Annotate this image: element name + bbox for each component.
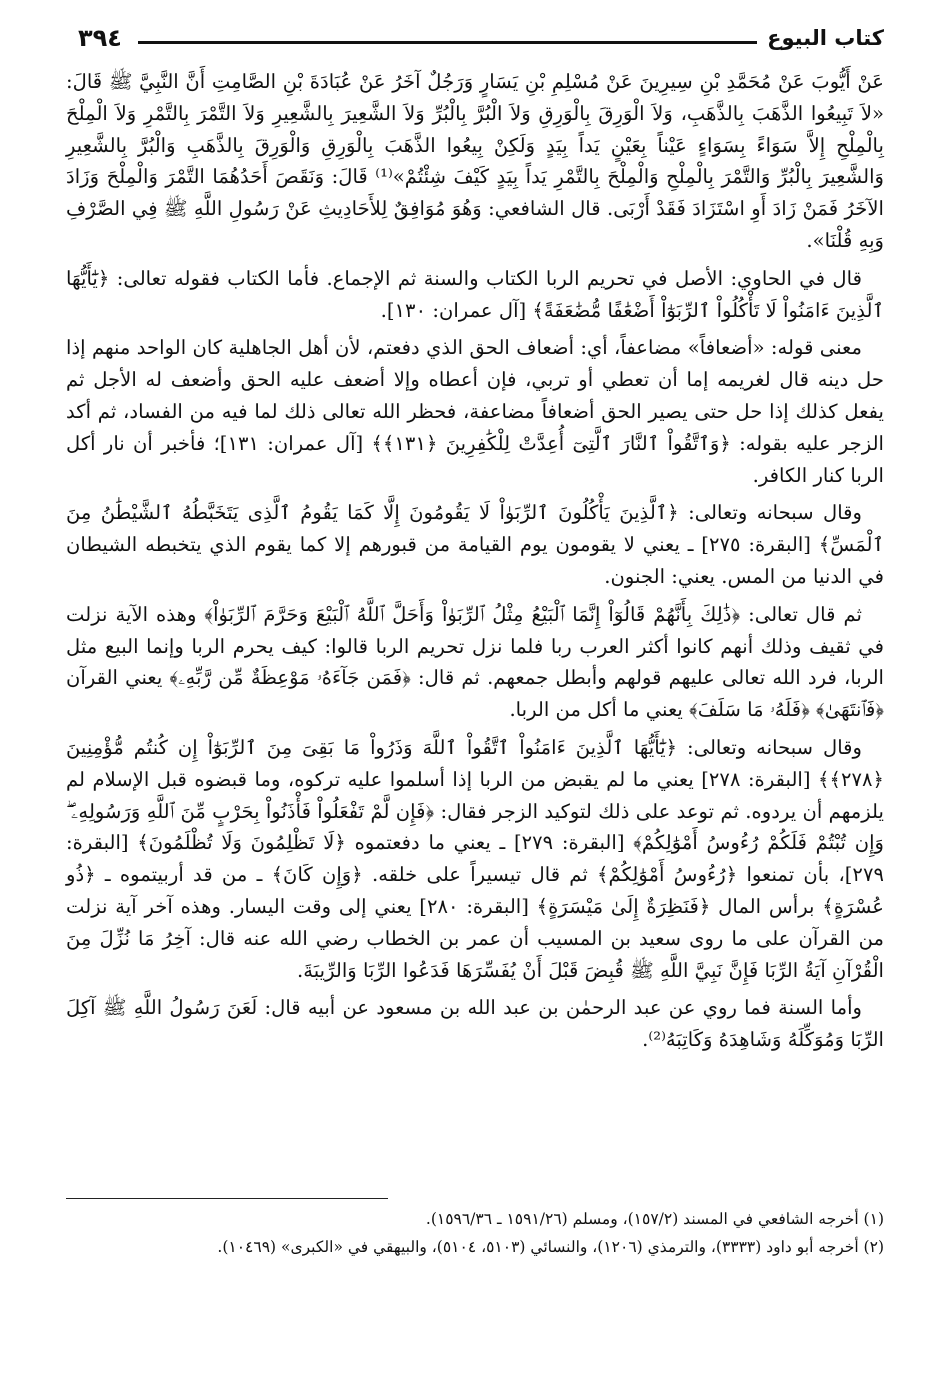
footnote-item: (٢) أخرجه أبو داود (٣٣٣٣)، والترمذي (١٢٠٦)، والنسائي (٥١٠٣، ٥١٠٤)، والبيهقي في «الكبرى» (١٠٤٦٩). [217,1238,884,1256]
paragraph-meaning: معنى قوله: «أضعافاً» مضاعفاً، أي: أضعاف الحق الذي دفعتم، لأن أهل الجاهلية كان الواحد منهم إذا حل دينه قال لغريمه إما أن تعطي أو تربي، فإن أعطاه وإلا أضعف عليه الحق وأضعف له الأجل ثم يفعل كذلك إذا حل حتى يصير الحق أضعافاً مضاعفة، فحظر الله تعالى ذلك لما فيه من الفساد، ثم أكد الزجر عليه بقوله: ﴿وَٱتَّقُواْ ٱلنَّارَ ٱلَّتِىٓ أُعِدَّتْ لِلْكَٰفِرِينَ ﴿١٣١﴾﴾ [آل عمران: ١٣١]؛ فأخبر أن نار أكل الربا كنار الكافر. [66,336,884,487]
footnote-separator [66,1198,388,1199]
book-page [66,18,884,1062]
page-header [66,18,884,58]
paragraph-hadith: عَنْ أَيُّوبَ عَنْ مُحَمَّدِ بْنِ سِيرِينَ عَنْ مُسْلِمِ بْنِ يَسَارٍ وَرَجُلٌ آخَرُ عَنْ عُبَادَةَ بْنِ الصَّامِتِ أَنَّ النَّبِيَّ ﷺ قَالَ: «لاَ تَبِيعُوا الذَّهَبَ بِالذَّهَبِ، وَلاَ الْوَرِقَ بِالْوَرِقِ وَلاَ الْبُرَّ بِالْبُرِّ وَلاَ الشَّعِيرَ بِالشَّعِيرِ وَلاَ التَّمْرَ بِالتَّمْرِ وَلاَ الْمِلْحَ بِالْمِلْحِ إِلاَّ سَوَاءً بِسَوَاءٍ عَيْناً بِعَيْنٍ يَداً بِيَدٍ وَلَكِنْ بِيعُوا الذَّهَبَ بِالْوَرِقِ وَالْوَرِقَ بِالذَّهَبِ وَالْبُرَّ بِالشَّعِيرِ وَالشَّعِيرَ بِالْبُرِّ وَالتَّمْرَ بِالْمِلْحِ وَالْمِلْحَ بِالتَّمْرِ يَداً بِيَدٍ كَيْفَ شِئْتُمْ»⁽¹⁾ قَالَ: وَنَقَصَ أَحَدُهُمَا التَّمْرَ وَالْمِلْحَ وَزَادَ الآخَرُ فَمَنْ زَادَ أَوِ اسْتَزَادَ فَقَدْ أَرْبَى. قال الشافعي: وَهُوَ مُوَافِقٌ لِلأَحَادِيثِ عَنْ رَسُولِ اللَّهِ ﷺ فِي الصَّرْفِ وَبِهِ قُلْنَا». [66,70,884,252]
footnote-item: (١) أخرجه الشافعي في المسند (١٥٧/٢)، ومسلم (١٥٩١/٢٦ ـ ١٥٩٦/٣٦). [425,1210,884,1228]
paragraph-baqarah-278: وقال سبحانه وتعالى: ﴿يَٰٓأَيُّهَا ٱلَّذِينَ ءَامَنُواْ ٱتَّقُواْ ٱللَّهَ وَذَرُواْ مَا بَقِىَ مِنَ ٱلرِّبَوٰٓاْ إِن كُنتُم مُّؤْمِنِينَ ﴿٢٧٨﴾﴾ [البقرة: ٢٧٨] يعني ما لم يقبض من الربا إذا أسلموا عليه تركوه، وما قبضوه قبل الإسلام لم يلزمهم أن يردوه. ثم توعد على ذلك لتوكيد الزجر فقال: ﴿فَإِن لَّمْ تَفْعَلُواْ فَأْذَنُواْ بِحَرْبٍ مِّنَ ٱللَّهِ وَرَسُولِهِۦ ۖ وَإِن تُبْتُمْ فَلَكُمْ رُءُوسُ أَمْوَٰلِكُمْ﴾ [البقرة: ٢٧٩] ـ يعني ما دفعتموه ﴿لَا تَظْلِمُونَ وَلَا تُظْلَمُونَ﴾ [البقرة: ٢٧٩]، بأن تمنعوا ﴿رُءُوسُ أَمْوَٰلِكُمْ﴾ ثم قال تيسيراً على خلقه. ﴿وَإِن كَانَ﴾ ـ من قد أربيتموه ـ ﴿ذُو عُسْرَةٍ﴾ برأس المال ﴿فَنَظِرَةٌ إِلَىٰ مَيْسَرَةٍ﴾ [البقرة: ٢٨٠] يعني إلى وقت اليسار. وهذه آخر آية نزلت من القرآن على ما روى سعيد بن المسيب أن عمر بن الخطاب رضي الله عنه قال: آخِرُ مَا نُزِّلَ مِنَ الْقُرْآنِ آيَةُ الرِّبَا فَإِنَّ نَبِيَّ اللَّهِ ﷺ قُبِضَ قَبْلَ أَنْ يُفَسِّرَهَا فَدَعُوا الرِّبَا وَالرِّيبَةَ. [66,735,884,982]
footnotes [66,1206,884,1262]
header-rule [138,41,757,44]
paragraph-hawi: قال في الحاوي: الأصل في تحريم الربا الكتاب والسنة ثم الإجماع. فأما الكتاب فقوله تعالى: ﴿يَٰٓأَيُّهَا ٱلَّذِينَ ءَامَنُواْ لَا تَأْكُلُواْ ٱلرِّبَوٰٓاْ أَضْعَٰفًا مُّضَٰعَفَةً﴾ [آل عمران: ١٣٠]. [66,266,884,322]
paragraph-thaqif: ثم قال تعالى: ﴿ذَٰلِكَ بِأَنَّهُمْ قَالُوٓاْ إِنَّمَا ٱلْبَيْعُ مِثْلُ ٱلرِّبَوٰاْ وَأَحَلَّ ٱللَّهُ ٱلْبَيْعَ وَحَرَّمَ ٱلرِّبَوٰاْ﴾ وهذه الآية نزلت في ثقيف وذلك أنهم كانوا أكثر العرب ربا فلما نزل تحريم الربا قالوا: كيف يحرم الربا وإنما البيع مثل الربا، فرد الله تعالى عليهم قولهم وأبطل جمعهم. ثم قال: ﴿فَمَن جَآءَهُۥ مَوْعِظَةٌ مِّن رَّبِّهِۦ﴾ يعني القرآن ﴿فَٱنتَهَىٰ﴾ ﴿فَلَهُۥ مَا سَلَفَ﴾ يعني ما أكل من الربا. [66,602,884,722]
running-title: كتاب البيوع [767,26,884,50]
page-number: ٣٩٤ [78,24,122,52]
paragraph-baqarah-275: وقال سبحانه وتعالى: ﴿ٱلَّذِينَ يَأْكُلُونَ ٱلرِّبَوٰاْ لَا يَقُومُونَ إِلَّا كَمَا يَقُومُ ٱلَّذِى يَتَخَبَّطُهُ ٱلشَّيْطَٰنُ مِنَ ٱلْمَسِّ﴾ [البقرة: ٢٧٥] ـ يعني لا يقومون يوم القيامة من قبورهم إلا كما يقوم الذي يتخبطه الشيطان في الدنيا من المس. يعني: الجنون. [66,501,884,588]
paragraph-sunnah: وأما السنة فما روي عن عبد الرحمٰن بن عبد الله بن مسعود عن أبيه قال: لَعَنَ رَسُولُ اللَّهِ ﷺ آكِلَ الرِّبَا وَمُوَكِّلَهُ وَشَاهِدَهُ وَكَاتِبَهُ⁽²⁾. [66,996,884,1052]
main-text [66,66,884,1056]
